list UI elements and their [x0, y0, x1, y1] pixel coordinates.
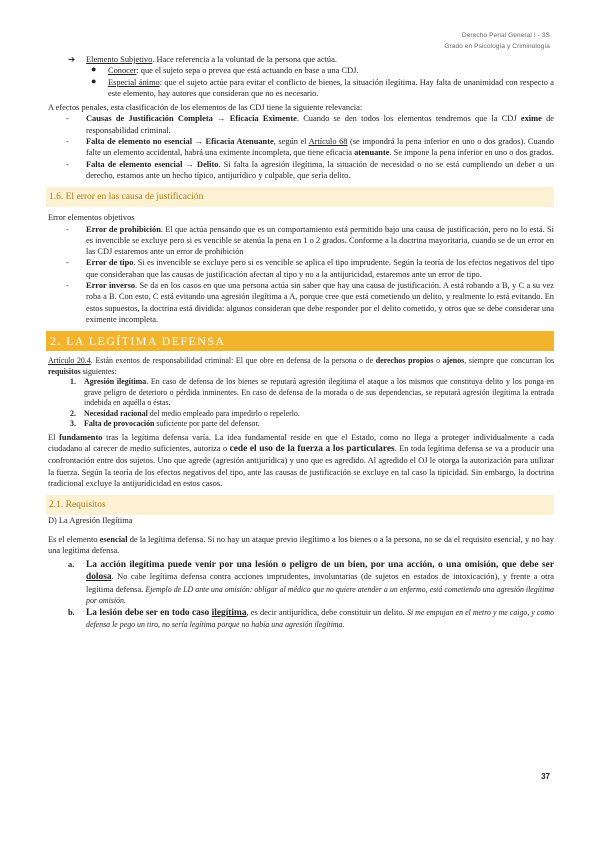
numbered-item [48, 377, 554, 409]
text: . El que actúa pensando que es un comportamiento está permitido bajo una causa de justificación, pero no lo está. Si es invencible se excluye pero si es vencible se atenúa la pena en 1 o 2 grados. Conforme a la doctrina mayoritaria, cuando se de un error en las CDJ estaremos ante un error de prohibición [86, 224, 554, 257]
text: , es decir antijurídica, debe constituir un delito. [246, 607, 407, 617]
bold-text: cede el uso de la fuerza a los particulares [229, 444, 395, 455]
dash-icon: - [66, 114, 69, 124]
text: . Están exentos de responsabilidad criminal: El que obre en defensa de la persona o de [90, 356, 376, 366]
article-link[interactable]: Artículo 68 [308, 137, 348, 147]
italic-example: Si me empujan en el metro y me caigo, y como defensa le pego un tiro, no sería legítima porque no había una agresión ilegítima. [86, 607, 555, 629]
text: , siempre que concurran los [464, 356, 555, 366]
section-heading-2: 2. LA LEGÍTIMA DEFENSA [46, 331, 554, 351]
dash-item [48, 136, 554, 159]
bullet-icon: ● [91, 64, 97, 75]
article-paragraph [48, 356, 554, 377]
dash-item [48, 159, 554, 182]
dash-icon: - [66, 137, 69, 147]
term: Elemento Subjetivo [86, 55, 153, 64]
item-number: 1. [70, 377, 76, 387]
arrow-icon: ➔ [68, 55, 76, 64]
text: de responsabilidad criminal. [86, 114, 554, 135]
bold-text: exime [520, 114, 542, 124]
bullet-item [48, 77, 554, 100]
item-number: 2. [70, 408, 76, 418]
term: Causas de Justificación Completa → Eficacia Eximente [86, 114, 297, 124]
alpha-item [48, 607, 554, 631]
bold-text: atenuante [354, 148, 390, 158]
dash-icon: - [66, 224, 69, 234]
header-subject: Derecho Penal General I - 3S [461, 32, 550, 39]
paragraph: A efectos penales, esta clasificación de los elementos de las CDJ tiene la siguiente relevancia: [48, 103, 363, 113]
text: Es el elemento [48, 534, 100, 544]
fundamento-paragraph [48, 432, 554, 489]
text: . En toda legítima defensa se va a producir una confrontación entre dos sujetos. Uno que agrede (agresión antijurídica) y uno que es agredido. Al agredido el OJ le otorga la autorización para utilizar la fuerza. Según la teoría de los efectos negativos del tipo, ante las causas de justificación se excluye en tal caso la tipicidad. Sin embargo, la doctrina tradicional excluye la antijuridicidad en estos casos. [48, 444, 554, 488]
text: del medio empleado para impedirlo o repelerlo. [147, 408, 300, 418]
arrow-list-item [48, 54, 554, 65]
text: . No cabe legítima defensa contra acciones imprudentes, involuntarias (de sujetos en estados de intoxicación), y frente a otra legítima defensa. [86, 572, 554, 594]
paragraph [48, 534, 554, 557]
alpha-item [48, 559, 554, 607]
section-heading-1-6: 1.6. El error en las causa de justificación [46, 187, 554, 207]
italic-example: Ejemplo de LD ante una omisión: obligar al médico que no quiere atender a un enfermo, está cometiendo una agresión ilegítima por omisión. [86, 584, 554, 606]
text: . Si es invencible se excluye pero si es vencible se aplica el tipo imprudente. Según la teoría de los efectos negativos del tipo que consideraban que las causas de justificación afectan al tipo y no a la antijuricidad, estaremos ante un error de tipo. [86, 258, 554, 279]
dash-icon: - [66, 159, 69, 169]
bold-text: derechos propios [375, 356, 434, 366]
bullet-item [48, 65, 554, 76]
dash-item [48, 280, 554, 325]
text: de la legítima defensa. Si no hay un ataque previo ilegítimo a los bienes o a la persona, no se da el requisito esencial, y no hay una legítima defensa. [48, 534, 554, 555]
term: Necesidad racional [84, 408, 148, 418]
bold-text: ilegítima [211, 607, 247, 618]
term: Agresión ilegítima [84, 377, 147, 387]
term: Falta de elemento esencial → Delito [86, 159, 219, 169]
section-heading-2-1: 2.1. Requisitos [46, 495, 554, 515]
bold-text: fundamento [59, 432, 103, 442]
item-letter: a. [68, 560, 75, 570]
text: . Se da en los casos en que una persona actúa sin saber que hay una causa de justificación. A está robando a B, y C a su vez roba a B. Con esto, C está evitando una agresión ilegítima a A, porque cree que está cometiendo un delito, y realmente lo está evitando. En estos supuestos, la doctrina está dividida: algunos consideran que debe responder por el delito cometido, y otros que se debe considerar una eximente incompleta. [86, 281, 554, 324]
text: suficiente por parte del defensor. [154, 419, 260, 429]
page-number: 37 [541, 772, 550, 781]
term: Error de tipo [86, 258, 134, 268]
bold-text: ajenos [442, 356, 465, 366]
item-number: 3. [70, 419, 76, 429]
text: siguientes: [80, 366, 117, 376]
bold-text: La lesión debe ser en todo caso [86, 607, 212, 618]
term: Conocer [108, 66, 137, 76]
text: . En caso de defensa de los bienes se reputará agresión ilegítima el ataque a los mismos que constituya delito y los ponga en grave peligro de deterioro o pérdida inminentes. En caso de defensa de la morada o de sus dependencias, se reputará agresión ilegítima la entrada indebida en aquélla o éstas. [84, 377, 555, 408]
document-body [48, 54, 554, 631]
bold-text: esencial [99, 534, 128, 544]
bold-text: La acción ilegítima puede venir por una lesión o peligro de un bien, por una acción, o una omisión, que debe ser [86, 560, 554, 571]
text: . Hace referencia a la voluntad de la persona que actúa. [152, 55, 337, 64]
term: Error de prohibición [86, 224, 161, 234]
text: El [48, 432, 60, 442]
header-degree: Grado en Psicología y Criminología [444, 43, 550, 50]
bold-text: dolosa [86, 572, 112, 583]
article-link[interactable]: Artículo 20.4 [48, 356, 91, 366]
text: . Si falta la agresión ilegítima, la situación de necesidad o no se está cumpliendo un deber o un derecho, estamos ante un hecho típico, antijurídico y culpable, que sería delito. [86, 159, 554, 180]
term: Especial ánimo [108, 77, 160, 87]
paragraph: Error elementos objetivos [48, 213, 135, 223]
dash-item [48, 224, 554, 258]
text: (se impondrá la pena inferior en uno o dos grados). Cuando falte un elemento accidental, habrá una eximente incompleta, que tiene eficacia [86, 137, 554, 158]
dash-icon: - [66, 281, 69, 291]
dash-icon: - [66, 258, 69, 268]
bullet-icon: ● [91, 75, 97, 86]
text: o [433, 356, 443, 366]
dash-item [48, 113, 554, 136]
text: . Se impone la pena inferior en uno o dos grados. [389, 148, 554, 158]
bold-text: requisitos [48, 366, 81, 376]
text: . Cuando se den todos los elementos tendremos que la CDJ [296, 114, 521, 124]
text: : que el sujeto sepa o prevea que está actuando en base a una CDJ. [136, 66, 359, 76]
item-letter: b. [68, 607, 75, 617]
term: Falta de elemento no esencial → Eficacia Atenuante [86, 137, 274, 147]
dash-item [48, 257, 554, 280]
term: Falta de provocación [84, 419, 155, 429]
term: Error inverso [86, 281, 136, 291]
subheading: D) La Agresión Ilegítima [48, 516, 133, 526]
text: , según el [273, 137, 309, 147]
numbered-item [48, 419, 554, 430]
text: : que el sujeto actúe para evitar el conflicto de bienes, la situación ilegítima. Hay falta de unanimidad con respecto a este elemento, hay autores que consideran que no es necesario. [108, 77, 554, 98]
numbered-item [48, 409, 554, 420]
text: tras la legítima defensa varía. La idea fundamental reside en que el Estado, como no llega a proteger individualmente a cada ciudadano al carecer de medio suficientes, autoriza o [48, 432, 554, 454]
